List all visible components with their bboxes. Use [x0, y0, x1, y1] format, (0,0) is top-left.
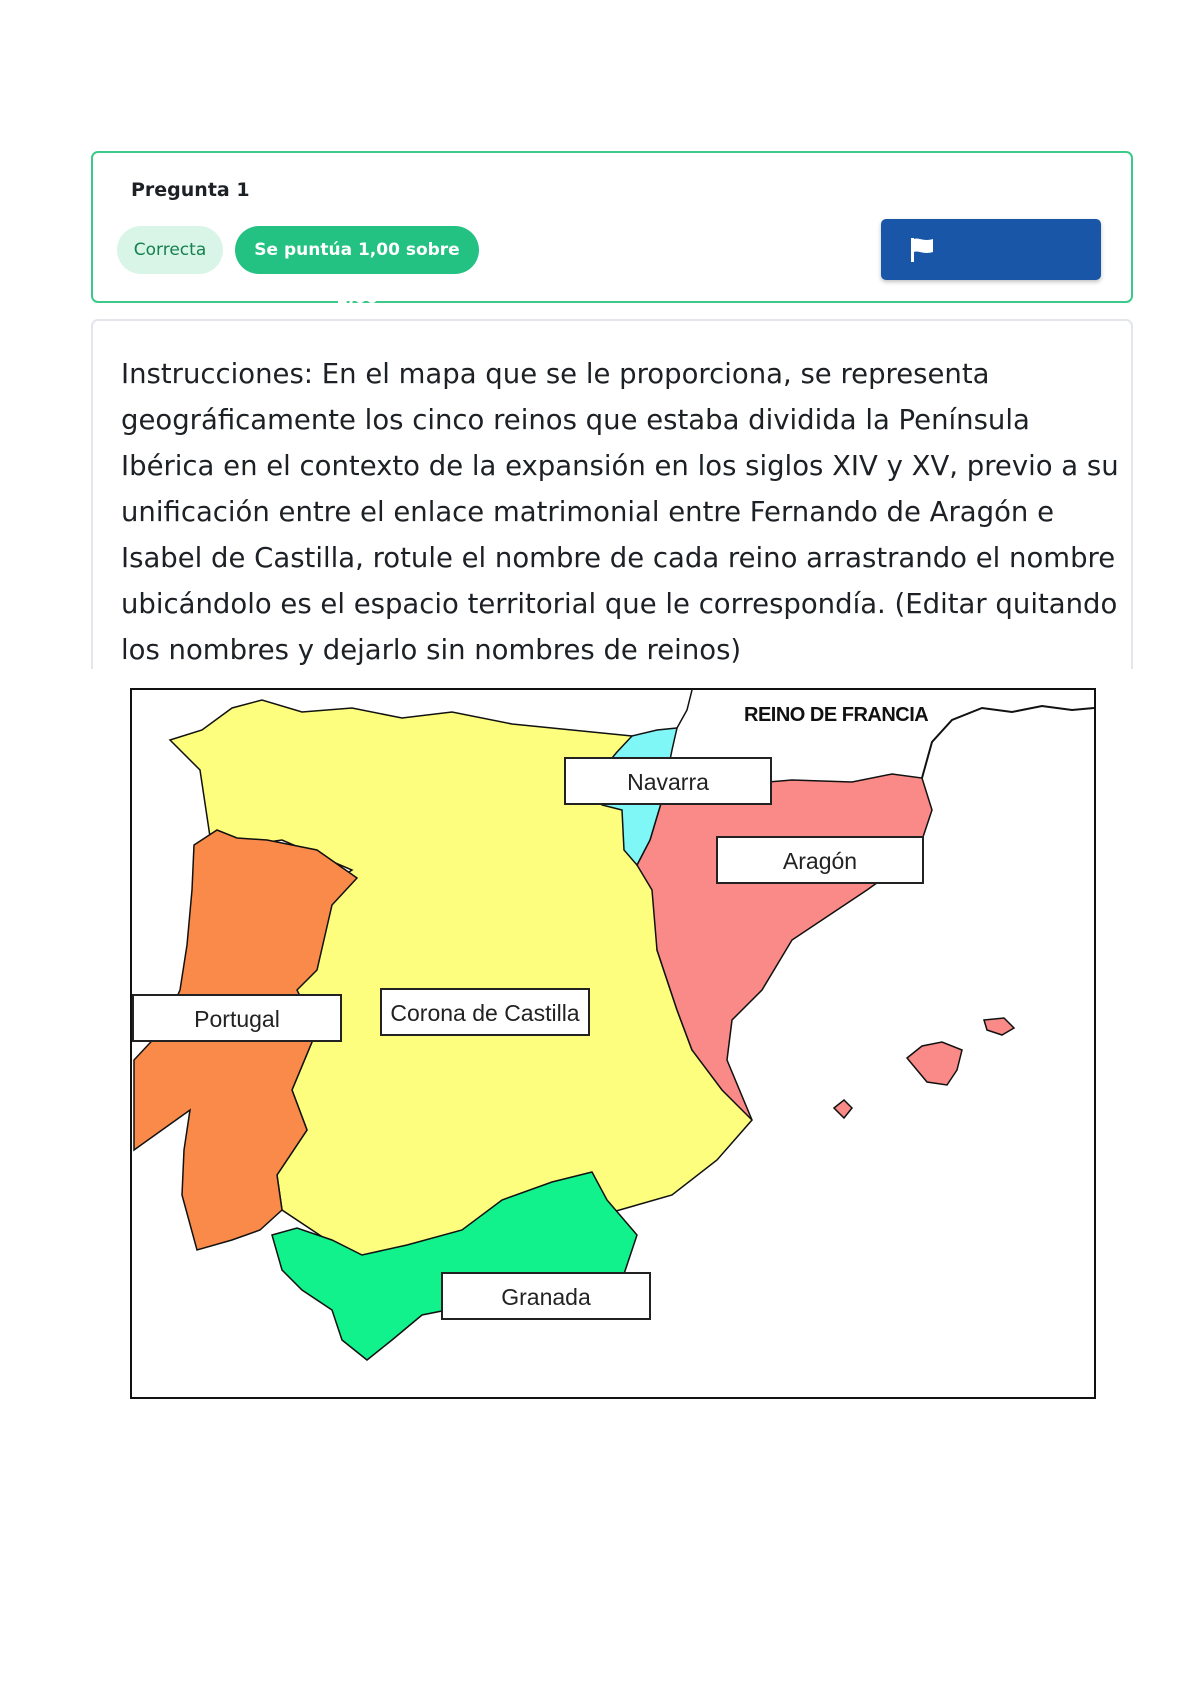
label-castilla[interactable]: Corona de Castilla	[380, 988, 590, 1036]
question-text-card	[91, 319, 1133, 669]
status-badge: Correcta	[117, 226, 223, 274]
region-balearic-mallorca	[907, 1042, 962, 1085]
region-balearic-menorca	[984, 1018, 1014, 1035]
label-aragon[interactable]: Aragón	[716, 836, 924, 884]
pyrenees-line	[677, 690, 692, 728]
question-number: Pregunta 1	[131, 179, 250, 201]
grade-badge: Se puntúa 1,00 sobre 1,00	[235, 226, 479, 274]
instructions-text: Instrucciones: En el mapa que se le proporciona, se representa geográficamente los cinco reinos que estaba dividida la Península Ibérica en el contexto de la expansión en los siglos XIV y XV, previo a su unificación entre el enlace matrimonial entre Fernando de Aragón e Isabel de Castilla, rotule el nombre de cada reino arrastrando el nombre ubicándolo es el espacio territorial que le correspondía. (Editar quitando los nombres y dejarlo sin nombres de reinos)	[121, 358, 1119, 666]
label-granada[interactable]: Granada	[441, 1272, 651, 1320]
flag-question-button[interactable]	[881, 219, 1101, 280]
france-border-line	[922, 706, 1094, 778]
label-portugal[interactable]: Portugal	[132, 994, 342, 1042]
region-balearic-ibiza	[834, 1100, 852, 1118]
map-title-france: REINO DE FRANCIA	[744, 704, 929, 726]
flag-icon	[909, 237, 935, 263]
label-navarra[interactable]: Navarra	[564, 757, 772, 805]
question-info-card	[91, 151, 1133, 308]
iberian-kingdoms-map	[130, 688, 1096, 1399]
